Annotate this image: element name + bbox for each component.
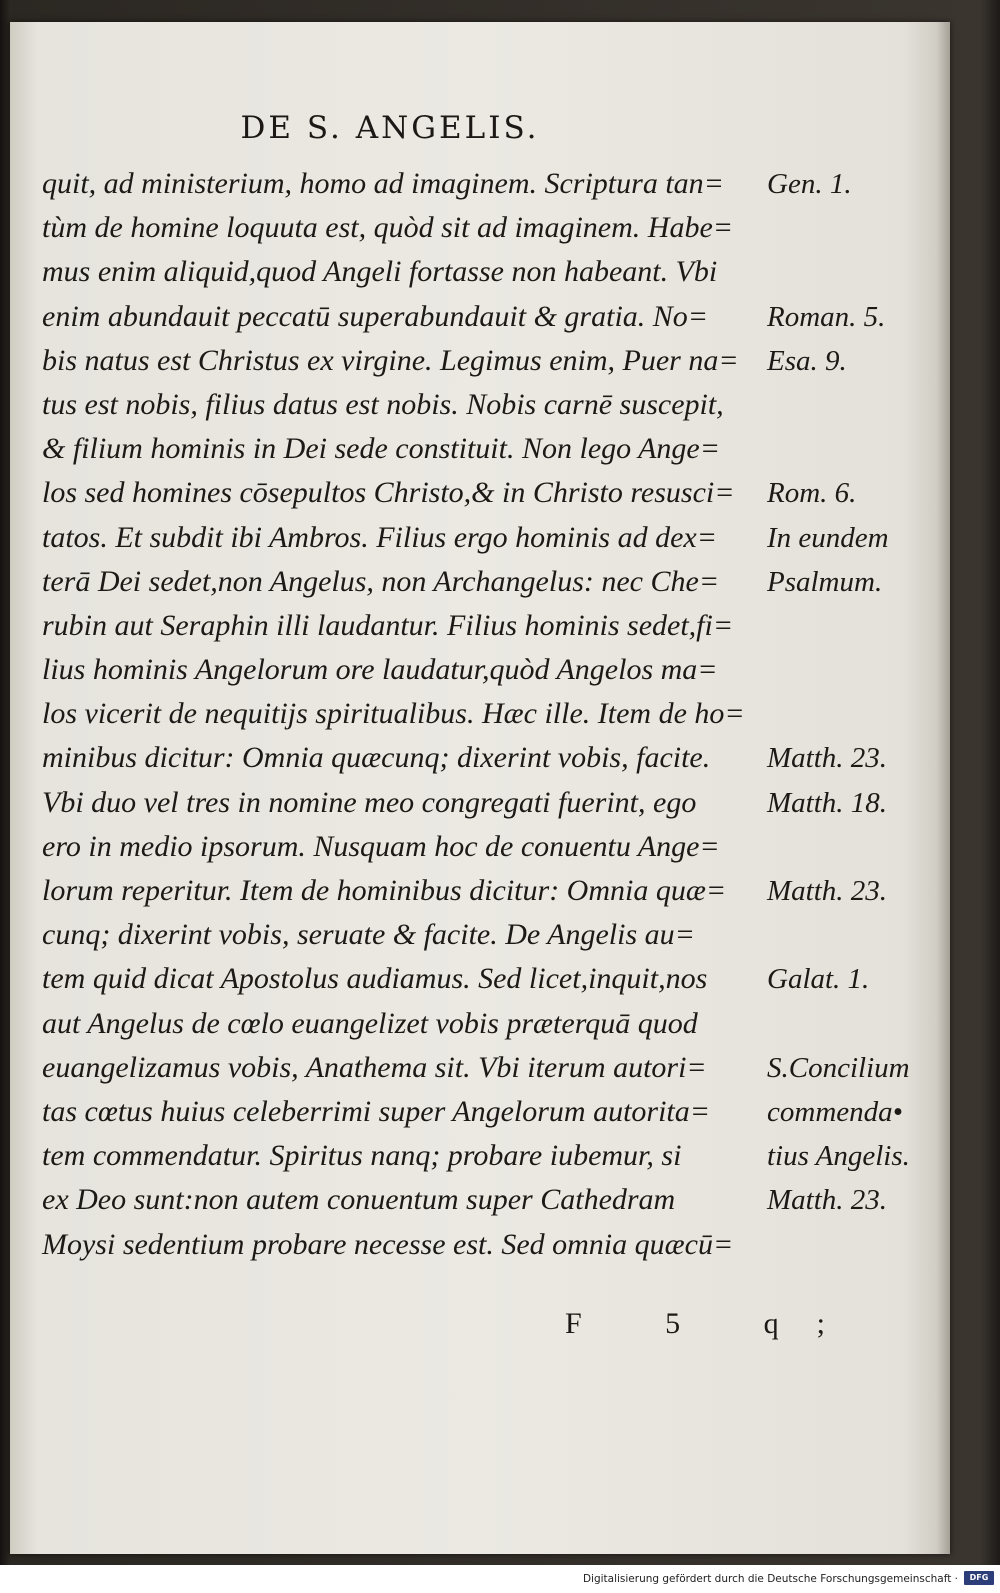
- text-line: enim abundauit peccatū superabundauit & gratia. No=: [42, 299, 709, 333]
- margin-note: [767, 825, 952, 869]
- text-line: tas cœtus huius celeberrimi super Angelorum autorita=: [42, 1094, 710, 1128]
- text-line: lius hominis Angelorum ore laudatur,quòd Angelos ma=: [42, 653, 718, 687]
- text-line: los sed homines cōsepultos Christo,& in Christo resusci=: [42, 476, 735, 510]
- text-line: Moysi sedentium probare necesse est. Sed omnia quæcū=: [42, 1227, 734, 1261]
- margin-note: Psalmum.: [767, 565, 883, 598]
- margin-note: In eundem: [767, 521, 889, 554]
- text-line: cunq; dixerint vobis, seruate & facite. De Angelis au=: [42, 918, 695, 952]
- margin-note: commenda•: [767, 1095, 903, 1128]
- margin-note: [767, 913, 952, 957]
- text-line: bis natus est Christus ex virgine. Legimus enim, Puer na=: [42, 343, 739, 377]
- margin-note: [767, 604, 952, 648]
- margin-note: [767, 206, 952, 250]
- text-line: & filium hominis in Dei sede constituit. Non lego Ange=: [42, 432, 720, 466]
- text-line: lorum reperitur. Item de hominibus dicitur: Omnia quæ=: [42, 874, 727, 907]
- text-line: los vicerit de nequitijs spiritualibus. Hæc ille. Item de ho=: [42, 697, 745, 731]
- margin-note: Esa. 9.: [767, 344, 847, 377]
- body-text: [42, 162, 772, 1267]
- text-line: minibus dicitur: Omnia quæcunq; dixerint vobis, facite.: [42, 741, 711, 775]
- margin-note: Matth. 23.: [767, 742, 888, 775]
- text-line: Vbi duo vel tres in nomine meo congregati fuerint, ego: [42, 785, 697, 819]
- signature-mark: F 5 q;: [565, 1307, 864, 1340]
- text-line: euangelizamus vobis, Anathema sit. Vbi iterum autori=: [42, 1050, 707, 1084]
- margin-note: Gen. 1.: [767, 168, 852, 200]
- margin-note: Matth. 23.: [767, 1184, 888, 1217]
- margin-note: tius Angelis.: [767, 1140, 910, 1173]
- text-line: tùm de homine loquuta est, quòd sit ad imaginem. Habe=: [42, 211, 734, 245]
- text-line: tus est nobis, filius datus est nobis. Nobis carnē suscepit,: [42, 387, 724, 421]
- text-line: rubin aut Seraphin illi laudantur. Filius hominis sedet,fi=: [42, 608, 734, 642]
- text-line: quit, ad ministerium, homo ad imaginem. Scriptura tan=: [42, 167, 724, 200]
- margin-notes: [767, 162, 952, 1267]
- margin-note: [767, 1223, 952, 1267]
- margin-note: Galat. 1.: [767, 963, 870, 996]
- text-line: ero in medio ipsorum. Nusquam hoc de conuentu Ange=: [42, 829, 720, 863]
- margin-note: [767, 383, 952, 427]
- margin-note: [767, 250, 952, 294]
- text-line: aut Angelus de cœlo euangelizet vobis præterquā quod: [42, 1006, 698, 1040]
- running-head: DE S. ANGELIS.: [240, 110, 540, 146]
- text-line: mus enim aliquid,quod Angeli fortasse non habeant. Vbi: [42, 255, 718, 289]
- margin-note: [767, 692, 952, 736]
- margin-note: [767, 427, 952, 471]
- margin-note: [767, 1002, 952, 1046]
- margin-note: [767, 648, 952, 692]
- digitization-footer: [0, 1565, 1000, 1593]
- book-page: [10, 22, 950, 1554]
- text-line: tem commendatur. Spiritus nanq; probare iubemur, si: [42, 1139, 682, 1173]
- text-line: tatos. Et subdit ibi Ambros. Filius ergo hominis ad dex=: [42, 520, 717, 554]
- margin-note: Matth. 18.: [767, 786, 888, 819]
- dfg-logo-icon: DFG: [964, 1571, 994, 1585]
- margin-note: Roman. 5.: [767, 300, 886, 333]
- margin-note: S.Concilium: [767, 1051, 910, 1084]
- text-line: tem quid dicat Apostolus audiamus. Sed licet,inquit,nos: [42, 962, 708, 996]
- text-line: terā Dei sedet,non Angelus, non Archangelus: nec Che=: [42, 564, 720, 598]
- margin-note: Matth. 23.: [767, 875, 888, 907]
- text-line: ex Deo sunt:non autem conuentum super Cathedram: [42, 1183, 676, 1217]
- margin-note: Rom. 6.: [767, 477, 857, 510]
- footer-credit: Digitalisierung gefördert durch die Deutsche Forschungsgemeinschaft ·: [582, 1573, 958, 1585]
